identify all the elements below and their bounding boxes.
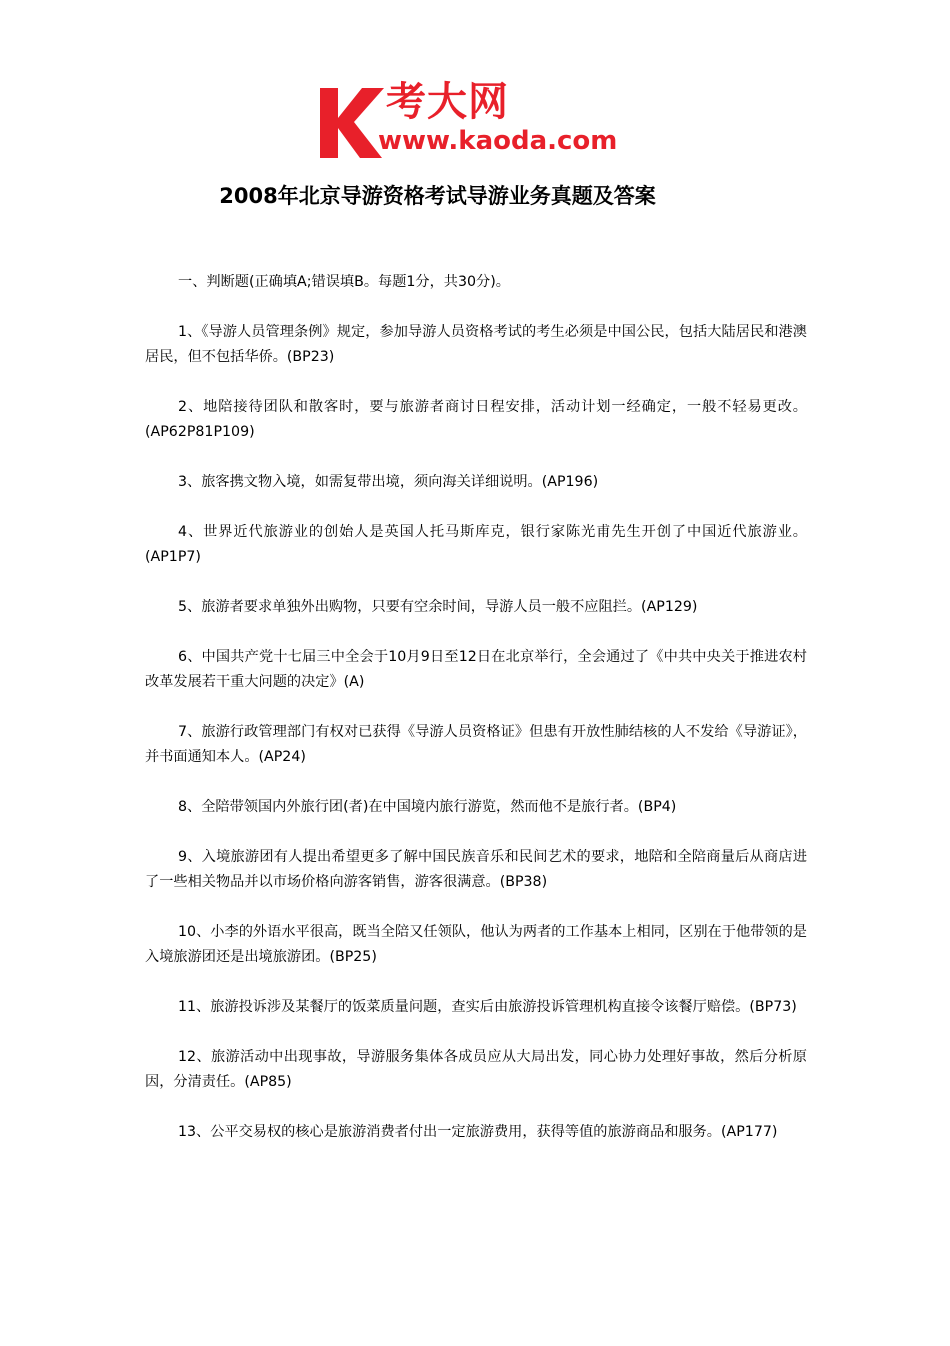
- question-item: [145, 595, 807, 620]
- question-item: [145, 1120, 807, 1145]
- question-reference: (BP4): [637, 799, 677, 815]
- question-text: 1、《导游人员管理条例》规定，参加导游人员资格考试的考生必须是中国公民，包括大陆居民和港澳居民，但不包括华侨。: [145, 324, 807, 365]
- question-text: 4、世界近代旅游业的创始人是英国人托马斯库克，银行家陈光甫先生开创了中国近代旅游业。: [178, 524, 807, 540]
- question-text: 9、入境旅游团有人提出希望更多了解中国民族音乐和民间艺术的要求，地陪和全陪商量后从商店进了一些相关物品并以市场价格向游客销售，游客很满意。: [145, 849, 807, 890]
- kaoda-logo[interactable]: [318, 78, 640, 160]
- page-title: 2008年北京导游资格考试导游业务真题及答案: [219, 184, 656, 208]
- question-text: 5、旅游者要求单独外出购物，只要有空余时间，导游人员一般不应阻拦。: [178, 599, 642, 615]
- question-item: [145, 320, 807, 370]
- question-reference: (AP196): [541, 474, 599, 490]
- question-text: 13、公平交易权的核心是旅游消费者付出一定旅游费用，获得等值的旅游商品和服务。: [178, 1124, 721, 1140]
- question-item: [145, 720, 807, 770]
- question-item: [145, 920, 807, 970]
- question-item: [145, 395, 807, 445]
- question-reference: (A): [343, 674, 365, 690]
- question-reference: (AP62P81P109): [145, 424, 255, 440]
- question-reference: (BP73): [749, 999, 797, 1015]
- question-text: 11、旅游投诉涉及某餐厅的饭菜质量问题，查实后由旅游投诉管理机构直接令该餐厅赔偿。: [178, 999, 750, 1015]
- question-reference: (BP23): [286, 349, 335, 365]
- question-reference: (AP177): [721, 1124, 778, 1140]
- question-reference: (AP129): [641, 599, 698, 615]
- question-text: 12、旅游活动中出现事故，导游服务集体各成员应从大局出发，同心协力处理好事故，然后分析原因，分清责任。: [145, 1049, 807, 1090]
- logo-brand-name: 考大网: [386, 79, 509, 125]
- question-text: 8、全陪带领国内外旅行团(者)在中国境内旅行游览，然而他不是旅行者。: [178, 799, 638, 815]
- question-text: 3、旅客携文物入境，如需复带出境，须向海关详细说明。: [178, 474, 542, 490]
- question-text: 6、中国共产党十七届三中全会于10月9日至12日在北京举行，全会通过了《中共中央关于推进农村改革发展若干重大问题的决定》: [145, 649, 807, 690]
- question-reference: (BP25): [329, 949, 377, 965]
- question-reference: (AP85): [244, 1074, 292, 1090]
- question-item: [145, 995, 807, 1020]
- question-text: 2、地陪接待团队和散客时，要与旅游者商讨日程安排，活动计划一经确定，一般不轻易更改。: [178, 399, 807, 415]
- question-item: [145, 520, 807, 570]
- document-body: [145, 270, 807, 1170]
- question-reference: (BP38): [499, 874, 548, 890]
- question-reference: (AP1P7): [145, 549, 201, 565]
- question-item: [145, 845, 807, 895]
- section-heading: 一、判断题(正确填A;错误填B。每题1分，共30分)。: [178, 274, 510, 290]
- question-reference: (AP24): [258, 749, 306, 765]
- question-item: [145, 470, 807, 495]
- logo-url: www.kaoda.com: [378, 126, 618, 156]
- question-item: [145, 1045, 807, 1095]
- question-text: 10、小李的外语水平很高，既当全陪又任领队，他认为两者的工作基本上相同，区别在于他带领的是入境旅游团还是出境旅游团。: [145, 924, 807, 965]
- question-item: [145, 645, 807, 695]
- question-text: 7、旅游行政管理部门有权对已获得《导游人员资格证》但患有开放性肺结核的人不发给《导游证》，并书面通知本人。: [145, 724, 807, 765]
- question-item: [145, 795, 807, 820]
